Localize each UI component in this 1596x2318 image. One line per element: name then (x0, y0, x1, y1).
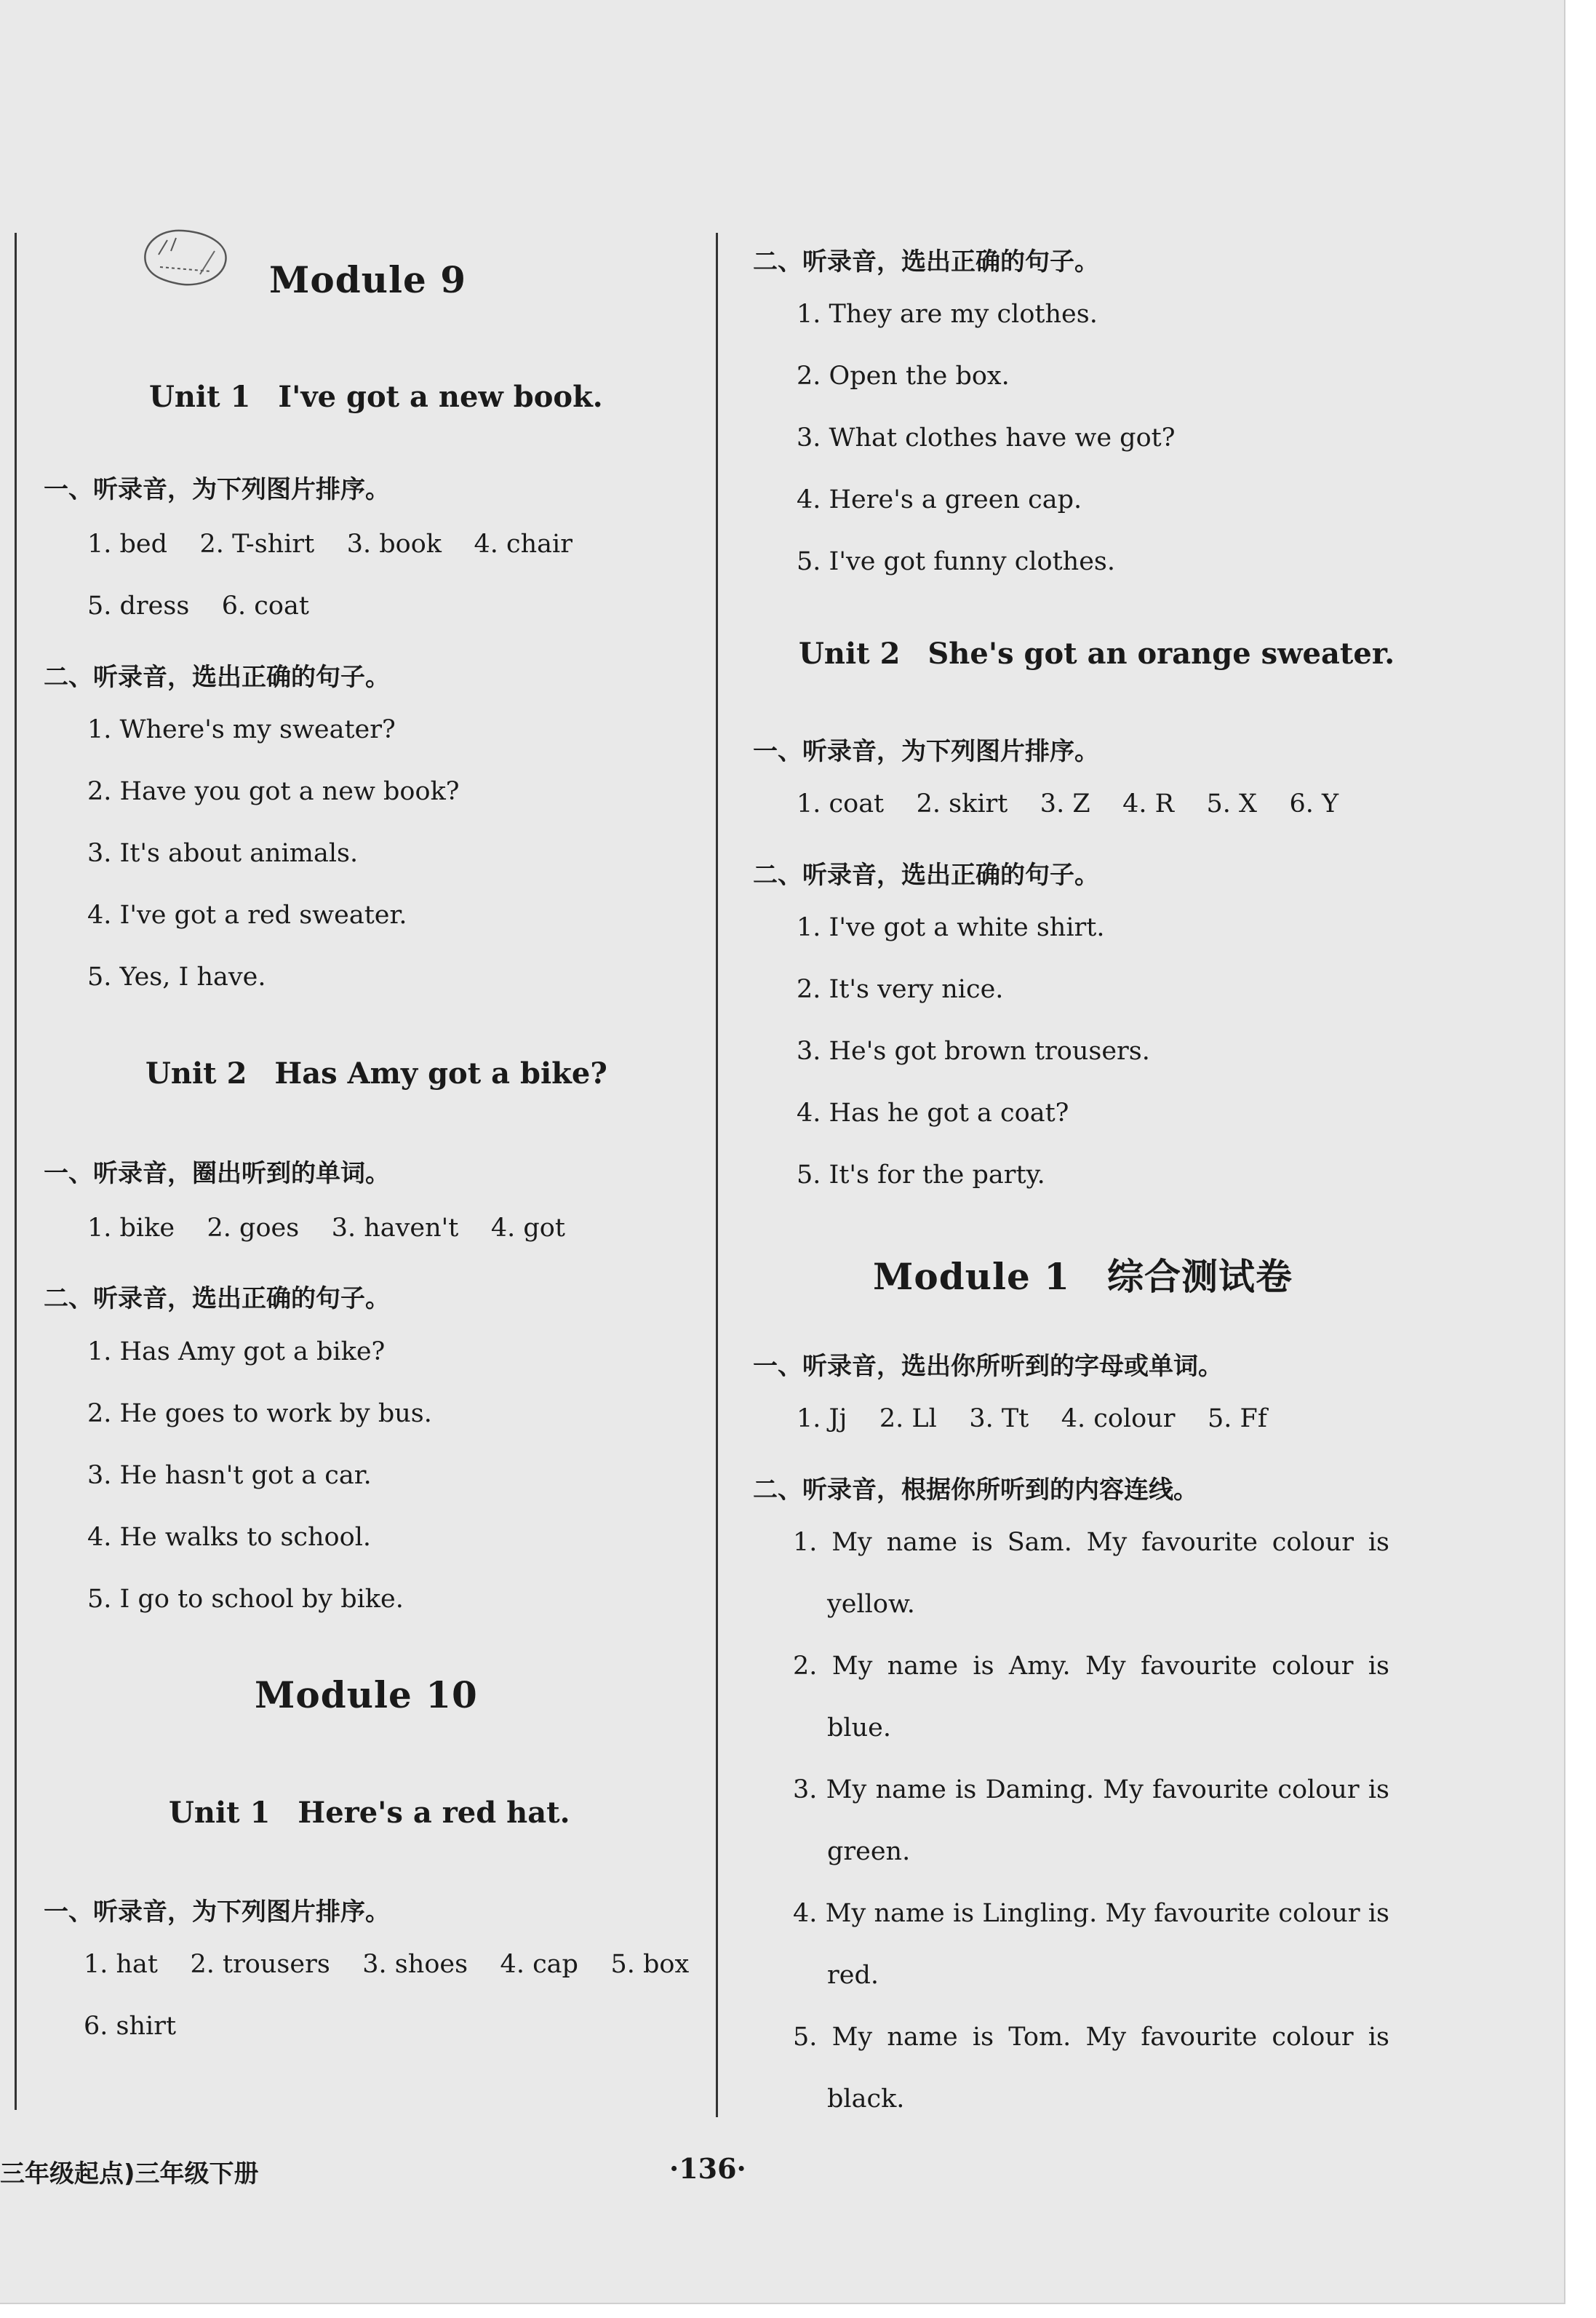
section-heading: 二、听录音，选出正确的句子。 (44, 1284, 390, 1313)
list-item-continuation: blue. (827, 1713, 891, 1743)
section-heading: 一、听录音，为下列图片排序。 (44, 1897, 390, 1927)
answer-line: 5. dress 6. coat (87, 592, 309, 621)
test-paper-title: Module 1 综合测试卷 (873, 1255, 1293, 1298)
list-item-continuation: black. (827, 2084, 905, 2114)
list-item: 3. It's about animals. (87, 839, 359, 868)
section-heading: 一、听录音，为下列图片排序。 (753, 737, 1099, 766)
answer-line: 6. shirt (84, 2012, 177, 2041)
list-item: 5. I've got funny clothes. (797, 547, 1115, 576)
unit-subtitle: She's got an orange sweater. (927, 637, 1395, 671)
answer-line: 1. Jj 2. Ll 3. Tt 4. colour 5. Ff (797, 1404, 1267, 1433)
list-item-continuation: red. (827, 1961, 879, 1990)
list-item: 3. My name is Daming. My favourite colour is (793, 1775, 1389, 1804)
list-item: 2. It's very nice. (797, 975, 1004, 1004)
list-item-continuation: yellow. (827, 1590, 915, 1619)
column-divider (716, 233, 718, 2117)
list-item: 3. He hasn't got a car. (87, 1461, 372, 1490)
unit-subtitle: Has Amy got a bike? (274, 1056, 607, 1091)
list-item: 4. My name is Lingling. My favourite colour is (793, 1899, 1389, 1928)
section-heading: 二、听录音，选出正确的句子。 (753, 861, 1099, 890)
module-9-title: Module 9 (269, 258, 467, 301)
page-number: ·136· (669, 2152, 746, 2185)
list-item: 4. Here's a green cap. (797, 485, 1082, 514)
list-item: 5. It's for the party. (797, 1160, 1045, 1190)
section-heading: 二、听录音，选出正确的句子。 (753, 247, 1099, 276)
answer-line: 1. coat 2. skirt 3. Z 4. R 5. X 6. Y (797, 789, 1339, 819)
section-heading: 一、听录音，选出你所听到的字母或单词。 (753, 1352, 1223, 1381)
list-item: 5. I go to school by bike. (87, 1585, 404, 1614)
answer-line: 1. bike 2. goes 3. haven't 4. got (87, 1214, 565, 1243)
answer-line: 1. bed 2. T-shirt 3. book 4. chair (87, 530, 572, 559)
list-item: 5. My name is Tom. My favourite colour is (793, 2023, 1389, 2052)
unit-label: Unit 2 (799, 637, 901, 671)
list-item: 1. Has Amy got a bike? (87, 1337, 386, 1366)
list-item: 1. They are my clothes. (797, 300, 1098, 329)
list-item: 1. Where's my sweater? (87, 715, 396, 744)
list-item: 2. My name is Amy. My favourite colour is (793, 1652, 1389, 1681)
list-item: 1. My name is Sam. My favourite colour is (793, 1528, 1389, 1557)
list-item: 3. He's got brown trousers. (797, 1037, 1150, 1066)
unit-subtitle: Here's a red hat. (298, 1796, 570, 1830)
list-item: 4. Has he got a coat? (797, 1099, 1069, 1128)
unit-label: Unit 1 (169, 1796, 271, 1830)
unit-label: Unit 1 (149, 380, 251, 414)
list-item: 2. Open the box. (797, 362, 1010, 391)
footer-book-title: 三年级起点)三年级下册 (0, 2159, 259, 2188)
list-item: 4. I've got a red sweater. (87, 901, 407, 930)
list-item: 1. I've got a white shirt. (797, 913, 1105, 942)
module-10-title: Module 10 (255, 1673, 478, 1716)
list-item: 5. Yes, I have. (87, 963, 266, 992)
unit-2-title-right (799, 637, 1394, 671)
left-margin-rule (15, 233, 17, 2110)
list-item: 3. What clothes have we got? (797, 423, 1176, 453)
section-heading: 二、听录音，根据你所听到的内容连线。 (753, 1475, 1198, 1505)
module-10-unit-1-title (169, 1796, 570, 1830)
list-item: 4. He walks to school. (87, 1523, 372, 1552)
unit-2-title (145, 1056, 607, 1091)
unit-1-title (149, 380, 603, 414)
unit-label: Unit 2 (145, 1056, 247, 1091)
section-heading: 二、听录音，选出正确的句子。 (44, 663, 390, 692)
section-heading: 一、听录音，为下列图片排序。 (44, 475, 390, 504)
list-item-continuation: green. (827, 1837, 911, 1866)
answer-line: 1. hat 2. trousers 3. shoes 4. cap 5. box (84, 1950, 690, 1979)
unit-subtitle: I've got a new book. (278, 380, 603, 414)
list-item: 2. He goes to work by bus. (87, 1399, 432, 1428)
section-heading: 一、听录音，圈出听到的单词。 (44, 1159, 390, 1188)
module-badge-icon (138, 222, 233, 291)
list-item: 2. Have you got a new book? (87, 777, 460, 806)
